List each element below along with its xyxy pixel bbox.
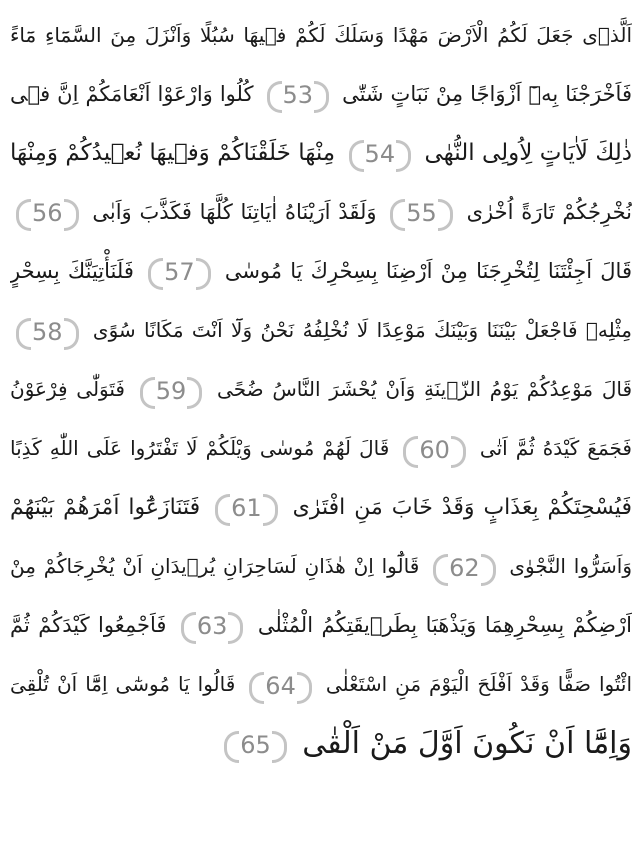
ayah-number-marker: 56 [16,196,79,230]
verse-text: فَتَنَازَعُٓوا اَمْرَهُمْ بَيْنَهُمْ [10,495,201,520]
verse-text: ائْتُوا صَفًّا وَقَدْ اَفْلَحَ الْيَوْمَ مَنِ اسْتَعْلٰى [325,672,632,696]
verse-text: فَجَمَعَ كَيْدَهُ ثُمَّ اَتٰى [479,436,632,460]
verse-line [10,537,632,596]
verse-line [10,124,632,183]
verse-text: قَالَ مَوْعِدُكُمْ يَوْمُ الزّٖينَةِ وَاَنْ يُحْشَرَ النَّاسُ ضُحًى [217,377,632,401]
verse-text: فَيُسْحِتَكُمْ بِعَذَابٍ وَقَدْ خَابَ مَنِ افْتَرٰى [292,495,632,520]
verse-text: فَاَخْرَجْنَا بِهٖٓ اَزْوَاجًا مِنْ نَبَاتٍ شَتّٰى [342,82,632,106]
verse-line [10,714,632,773]
ayah-number-marker: 53 [267,78,330,112]
verse-text: قَالُٓوا اِنْ هٰذَانِ لَسَاحِرَانِ يُرٖيدَانِ اَنْ يُخْرِجَاكُمْ مِنْ [10,554,420,578]
ayah-number-marker: 60 [403,433,466,467]
verse-text: فَلَنَأْتِيَنَّكَ بِسِحْرٍ [10,259,134,283]
verse-text: وَاِمَّٓا اَنْ نَكُونَ اَوَّلَ مَنْ اَلْقٰى [302,726,632,761]
verse-text: كُلُوا وَارْعَوْا اَنْعَامَكُمْ اِنَّ فٖى [10,82,254,106]
ayah-number-marker: 61 [215,491,278,525]
verse-line [10,478,632,537]
verse-text: وَلَقَدْ اَرَيْنَاهُ اٰيَاتِنَا كُلَّهَا فَكَذَّبَ وَاَبٰى [92,200,377,224]
verse-text: فَاَجْمِعُوا كَيْدَكُمْ ثُمَّ [10,613,167,637]
verse-line [10,360,632,419]
ayah-number-marker: 63 [181,609,244,643]
ayah-number-marker: 58 [16,315,79,349]
verse-line [10,242,632,301]
verse-text: فَتَوَلّٰى فِرْعَوْنُ [10,377,125,401]
ayah-number-marker: 65 [224,728,287,762]
verse-text: قَالَ لَهُمْ مُوسٰى وَيْلَكُمْ لَا تَفْتَرُوا عَلَى اللّٰهِ كَذِبًا [10,436,390,460]
verse-line [10,301,632,360]
verse-text: قَالَ اَجِئْتَنَا لِتُخْرِجَنَا مِنْ اَرْضِنَا بِسِحْرِكَ يَا مُوسٰى [224,259,632,283]
verse-text: قَالُوا يَا مُوسٰٓى اِمَّٓا اَنْ تُلْقِىَ [10,672,236,696]
verse-text: مِثْلِهٖ فَاجْعَلْ بَيْنَنَا وَبَيْنَكَ مَوْعِدًا لَا نُخْلِفُهُ نَحْنُ وَلَٓا اَنْتَ مَكَانًا سُوًى [92,318,632,342]
verse-line [10,65,632,124]
verse-line [10,6,632,65]
verse-line [10,419,632,478]
ayah-number-marker: 54 [349,137,412,171]
ayah-number-marker: 62 [433,551,496,585]
verse-text: اَلَّذٖى جَعَلَ لَكُمُ الْاَرْضَ مَهْدًا وَسَلَكَ لَكُمْ فٖيهَا سُبُلًا وَاَنْزَلَ مِنَ السَّمَٓاءِ مَٓاءً [10,23,632,47]
verse-text: مِنْهَا خَلَقْنَاكُمْ وَفٖيهَا نُعٖيدُكُمْ وَمِنْهَا [10,140,336,166]
verse-line [10,655,632,714]
ayah-number-marker: 59 [140,374,203,408]
verse-text: اَرْضِكُمْ بِسِحْرِهِمَا وَيَذْهَبَا بِطَرٖيقَتِكُمُ الْمُثْلٰى [257,613,632,637]
verse-text: نُخْرِجُكُمْ تَارَةً اُخْرٰى [466,200,632,224]
verse-text: وَاَسَرُّوا النَّجْوٰى [509,554,632,578]
verse-text: ذٰلِكَ لَاٰيَاتٍ لِاُولِى النُّهٰى [424,140,632,166]
ayah-number-marker: 64 [249,669,312,703]
verse-line [10,183,632,242]
verse-line [10,596,632,655]
ayah-number-marker: 55 [390,196,453,230]
ayah-number-marker: 57 [148,255,211,289]
